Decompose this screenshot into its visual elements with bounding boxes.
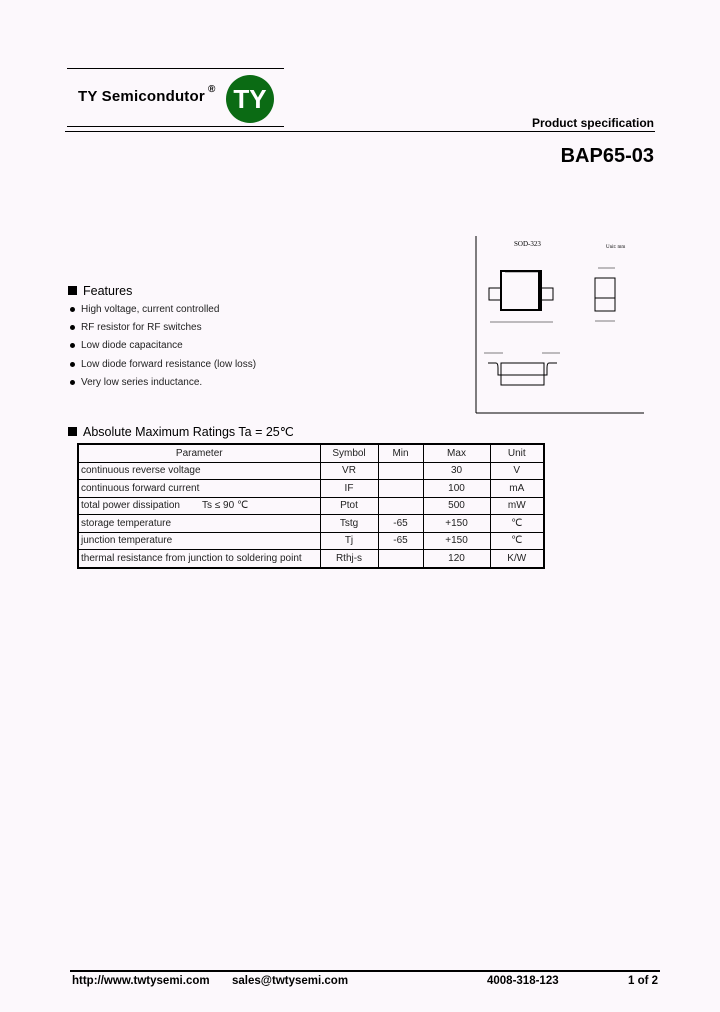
ratings-title: Absolute Maximum Ratings Ta = 25℃ <box>83 425 294 439</box>
cell-parameter: storage temperature <box>78 515 320 533</box>
cell-symbol: Rthj-s <box>320 550 378 568</box>
cell-max: 30 <box>423 462 490 480</box>
features-heading <box>68 284 132 298</box>
page-number: 1 of 2 <box>628 975 659 987</box>
cell-symbol: Tj <box>320 532 378 550</box>
feature-item <box>70 322 202 333</box>
header-cell: Min <box>378 444 423 462</box>
section-bullet-icon <box>68 427 77 436</box>
feature-text: Very low series inductance. <box>81 377 203 388</box>
cell-parameter: junction temperature <box>78 532 320 550</box>
header-cell: Max <box>423 444 490 462</box>
feature-item <box>70 377 202 388</box>
cell-unit: ℃ <box>490 515 544 533</box>
feature-text: Low diode capacitance <box>81 340 183 351</box>
ratings-table <box>77 443 545 569</box>
cell-parameter: total power dissipation Ts ≤ 90 ℃ <box>78 497 320 515</box>
footer-phone: 4008-318-123 <box>487 975 559 987</box>
package-drawing <box>470 230 650 420</box>
cell-min <box>378 497 423 515</box>
cell-unit: V <box>490 462 544 480</box>
cell-parameter: thermal resistance from junction to soldering point <box>78 550 320 568</box>
header-cell: Unit <box>490 444 544 462</box>
feature-text: High voltage, current controlled <box>81 304 220 315</box>
cell-parameter: continuous forward current <box>78 480 320 498</box>
table-row <box>78 550 544 568</box>
cell-max: 120 <box>423 550 490 568</box>
feature-text: Low diode forward resistance (low loss) <box>81 359 257 370</box>
registered-mark: ® <box>208 84 216 95</box>
cell-symbol: IF <box>320 480 378 498</box>
package-outline-diagram <box>470 230 650 420</box>
cell-min <box>378 480 423 498</box>
table-header-row <box>78 444 544 462</box>
cell-symbol: Ptot <box>320 497 378 515</box>
company-name: TY Semicondutor <box>78 88 205 105</box>
header-cell: Parameter <box>78 444 320 462</box>
feature-item <box>70 359 256 370</box>
package-name: SOD-323 <box>514 240 541 248</box>
bullet-icon <box>70 362 75 367</box>
table-row <box>78 462 544 480</box>
cell-max: +150 <box>423 515 490 533</box>
table-row <box>78 480 544 498</box>
cell-min <box>378 550 423 568</box>
cell-parameter: continuous reverse voltage <box>78 462 320 480</box>
footer-email-link[interactable]: sales@twtysemi.com <box>232 975 349 987</box>
bullet-icon <box>70 325 75 330</box>
header-logo-rule <box>67 126 284 127</box>
section-bullet-icon <box>68 286 77 295</box>
cell-unit: K/W <box>490 550 544 568</box>
bullet-icon <box>70 380 75 385</box>
header-rule <box>65 131 655 132</box>
unit-label: Unit: mm <box>606 245 626 250</box>
feature-item <box>70 340 183 351</box>
header-top-rule <box>67 68 284 69</box>
cell-unit: mW <box>490 497 544 515</box>
cell-min <box>378 462 423 480</box>
doc-type: Product specification <box>531 116 654 130</box>
company-logo: TY <box>226 75 274 123</box>
cell-max: 500 <box>423 497 490 515</box>
cell-unit: mA <box>490 480 544 498</box>
table-row <box>78 532 544 550</box>
feature-item <box>70 304 219 315</box>
cell-symbol: VR <box>320 462 378 480</box>
footer-rule <box>70 970 660 972</box>
header-cell: Symbol <box>320 444 378 462</box>
feature-text: RF resistor for RF switches <box>81 322 202 333</box>
cell-min: -65 <box>378 515 423 533</box>
bullet-icon <box>70 343 75 348</box>
cell-min: -65 <box>378 532 423 550</box>
bullet-icon <box>70 307 75 312</box>
cell-max: 100 <box>423 480 490 498</box>
features-title: Features <box>83 284 133 298</box>
footer-website-link[interactable]: http://www.twtysemi.com <box>72 975 210 987</box>
cell-symbol: Tstg <box>320 515 378 533</box>
cell-unit: ℃ <box>490 532 544 550</box>
table-row <box>78 515 544 533</box>
cell-max: +150 <box>423 532 490 550</box>
part-number: BAP65-03 <box>560 145 654 167</box>
table-row <box>78 497 544 515</box>
ratings-heading <box>68 424 294 439</box>
